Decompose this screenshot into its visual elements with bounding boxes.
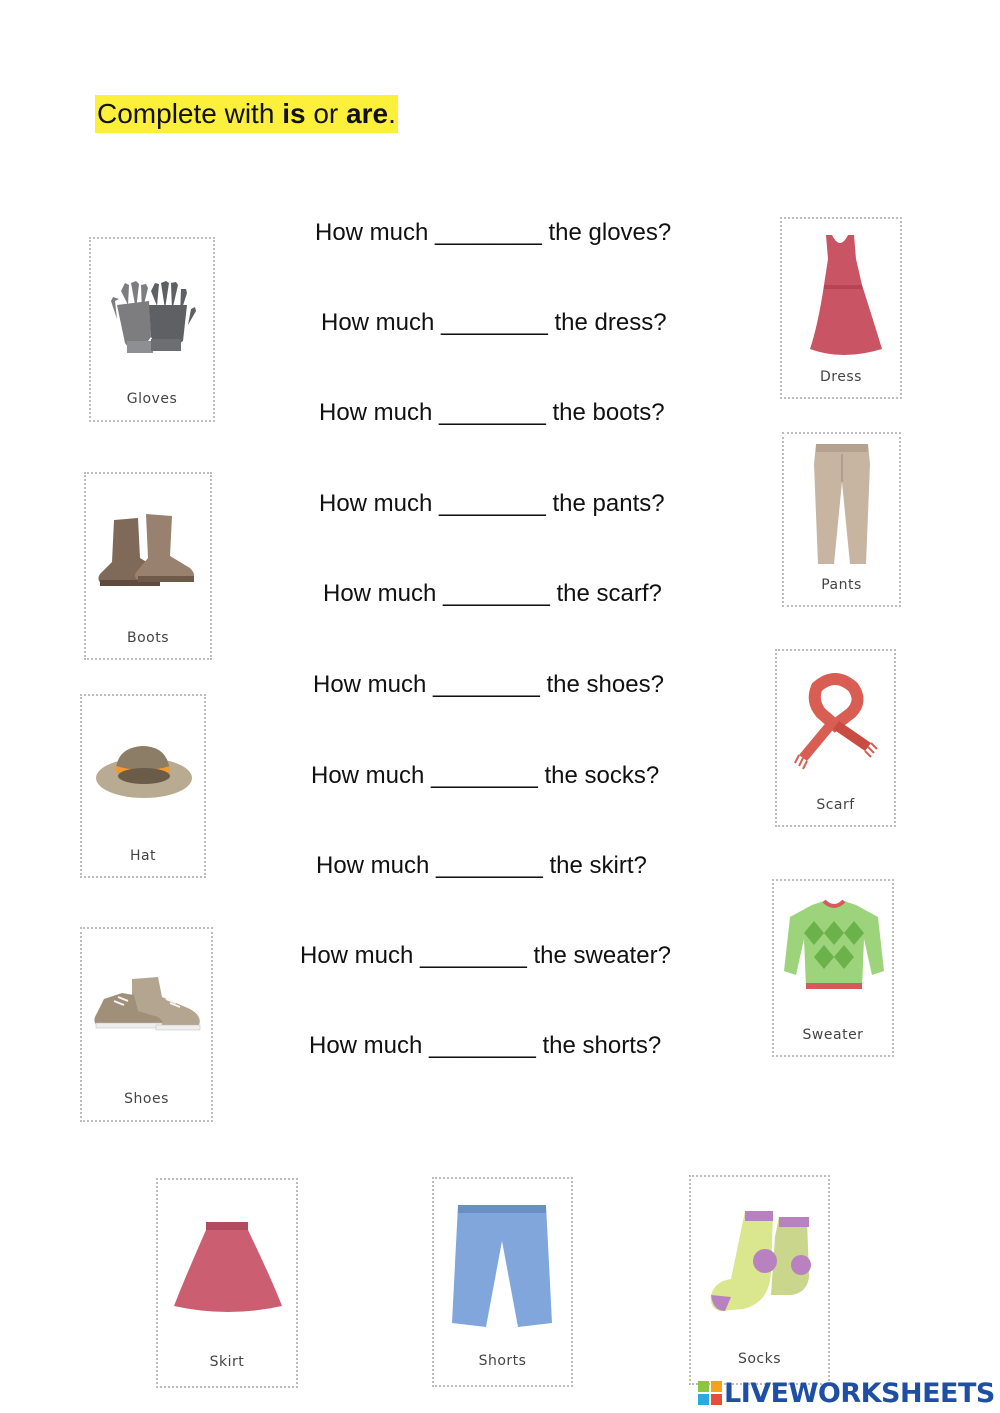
card-shoes [80, 927, 213, 1122]
answer-blank-gloves[interactable]: ________ [435, 219, 542, 246]
question-pants: How much ________ the pants? [319, 490, 665, 517]
card-sweater [772, 879, 894, 1057]
answer-blank-dress[interactable]: ________ [441, 309, 548, 336]
card-skirt [156, 1178, 298, 1388]
card-shorts [432, 1177, 573, 1387]
answer-blank-shoes[interactable]: ________ [433, 671, 540, 698]
card-socks [689, 1175, 830, 1385]
question-dress: How much ________ the dress? [321, 309, 667, 336]
card-label-dress: Dress [820, 369, 862, 385]
question-shoes: How much ________ the shoes? [313, 671, 664, 698]
card-boots [84, 472, 212, 660]
card-label-hat: Hat [129, 848, 157, 864]
answer-blank-skirt[interactable]: ________ [436, 852, 543, 879]
card-label-skirt: Skirt [209, 1354, 245, 1370]
question-sweater: How much ________ the sweater? [300, 942, 671, 969]
question-skirt: How much ________ the skirt? [316, 852, 647, 879]
answer-blank-pants[interactable]: ________ [439, 490, 546, 517]
card-dress [780, 217, 902, 399]
card-label-shorts: Shorts [478, 1353, 527, 1369]
question-gloves: How much ________ the gloves? [315, 219, 672, 246]
card-pants [782, 432, 901, 607]
card-label-pants: Pants [821, 577, 862, 593]
card-label-sweater: Sweater [802, 1027, 864, 1043]
question-scarf: How much ________ the scarf? [323, 580, 662, 607]
liveworksheets-badge-icon [698, 1381, 722, 1405]
card-gloves [89, 237, 215, 422]
liveworksheets-text: LIVEWORKSHEETS [724, 1377, 995, 1409]
answer-blank-scarf[interactable]: ________ [443, 580, 550, 607]
answer-blank-sweater[interactable]: ________ [420, 942, 527, 969]
card-label-scarf: Scarf [816, 797, 855, 813]
card-label-gloves: Gloves [126, 391, 178, 407]
card-hat [80, 694, 206, 878]
word-are: are [346, 98, 389, 129]
answer-blank-shorts[interactable]: ________ [429, 1032, 536, 1059]
card-label-shoes: Shoes [124, 1091, 169, 1107]
instruction-title: Complete with is or are. [95, 95, 398, 133]
answer-blank-socks[interactable]: ________ [431, 762, 538, 789]
card-label-boots: Boots [126, 630, 170, 646]
card-scarf [775, 649, 896, 827]
answer-blank-boots[interactable]: ________ [439, 399, 546, 426]
liveworksheets-logo [698, 1377, 995, 1409]
card-label-socks: Socks [737, 1351, 782, 1367]
word-is: is [282, 98, 306, 129]
question-boots: How much ________ the boots? [319, 399, 665, 426]
question-shorts: How much ________ the shorts? [309, 1032, 662, 1059]
question-socks: How much ________ the socks? [311, 762, 660, 789]
